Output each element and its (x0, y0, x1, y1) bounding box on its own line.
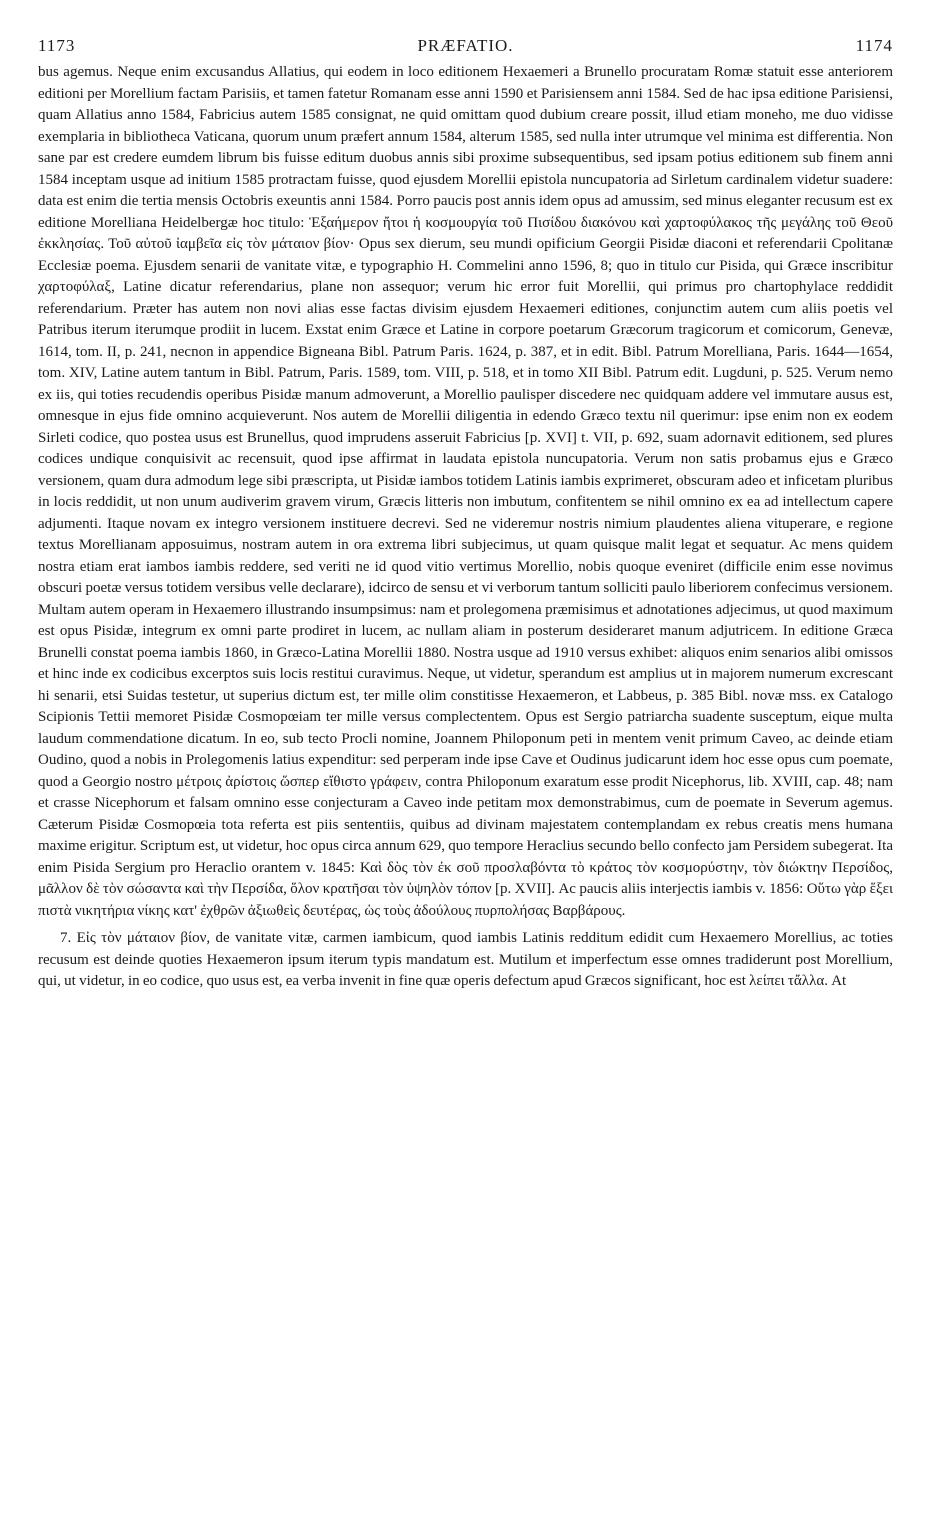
body-text (38, 62, 893, 993)
page-title: PRÆFATIO. (417, 36, 514, 55)
left-page-number: 1173 (38, 36, 76, 55)
running-head (38, 36, 893, 58)
paragraph-continued: bus agemus. Neque enim excusandus Allatius, qui eodem in loco editionem Hexaemeri a Brunello procuratam Romæ statuit esse anteriorem editioni per Morellium factam Parisiis, et tamen fatetur Romanam esse anni 1590 et Parisiensem anni 1584. Sed de hac ipsa editione Parisiensi, quam Allatius anno 1584, Fabricius autem 1585 consignat, ne quid omittam quod dubium creare possit, illud etiam moneho, me duo vidisse exemplaria in bibliotheca Vaticana, quorum unum præfert annum 1584, alterum 1585, sed nulla inter utrumque vel minima est differentia. Non sane par est credere eumdem librum bis fuisse editum duobus annis sibi proxime subsequentibus, sed ipsam potius editionem sub finem anni 1584 inceptam usque ad initium 1585 protractam fuisse, quod ejusdem Morellii epistola nuncupatoria ad Sirletum cardinalem videtur suadere: data est enim die tertia mensis Octobris exeuntis anni 1584. Porro paucis post annis idem opus ad amussim, sed minus eleganter recusum est ex editione Morelliana Heidelbergæ hoc titulo: Ἑξαήμερον ἤτοι ἡ κοσμουργία τοῦ Πισίδου διακόνου καὶ χαρτοφύλακος τῆς μεγάλης τοῦ Θεοῦ ἐκκλησίας. Τοῦ αὐτοῦ ἰαμβεῖα εἰς τὸν μάταιον βίον· Opus sex dierum, seu mundi opificium Georgii Pisidæ diaconi et referendarii Cpolitanæ Ecclesiæ poema. Ejusdem senarii de vanitate vitæ, e typographio H. Commelini anno 1596, 8; quo in titulo cur Pisida, qui Græce inscribitur χαρτοφύλαξ, Latine dicatur referendarius, plane non assequor; verum hic error fuit Morellii, qui primus pro chartophylace reddidit referendarium. Præter has autem non novi alias esse factas divisim ejusdem Hexaemeri editiones, conjunctim autem cum aliis poetis vel Patribus iterum iterumque prodiit in lucem. Exstat enim Græce et Latine in corpore poetarum Græcorum tragicorum et comicorum, Genevæ, 1614, tom. II, p. 241, necnon in appendice Bigneana Bibl. Patrum Paris. 1624, p. 387, et in edit. Bibl. Patrum Morelliana, Paris. 1644—1654, tom. XIV, Latine autem tantum in Bibl. Patrum, Paris. 1589, tom. VIII, p. 518, et in tomo XII Bibl. Patrum edit. Lugduni, p. 525. Verum nemo ex iis, qui toties recudendis operibus Pisidæ manum admoverunt, a Morellio paulisper discedere nec quidquam addere vel immutare ausus est, omnesque in ejus fide omnino acquieverunt. Nos autem de Morellii diligentia in edendo Græco textu nil querimur: ipse enim non ex eodem Sirleti codice, quo postea usus est Brunellus, quod imprudens asseruit Fabricius [p. XVI] t. VII, p. 692, suam adornavit editionem, sed plures codices undique conquisivit ac recensuit, quod ipse affirmat in laudata epistola nuncupatoria. Verum non satis probamus ejus e Græco versionem, quam dura admodum lege sibi præscripta, ut Pisidæ iambos totidem Latinis iambis exprimeret, obscuram adeo et inficetam pluribus in locis reddidit, ut non unum audiverim gravem virum, Græcis litteris non imbutum, confitentem se nihil omnino ex ea ad intellectum capere adjumenti. Itaque novam ex integro versionem instituere decrevi. Sed ne videremur nostris nimium plaudentes aliena vituperare, e regione textus Morellianam apposuimus, nostram autem in ora extrema libri subjecimus, ut quam quisque malit legat et sequatur. Ac mens quidem nostra etiam erat iambos iambis reddere, sed veriti ne id quod vitio vertimus Morellio, nobis quoque eveniret (difficile enim esse novimus obscuri poetæ versus totidem versibus velle declarare), idcirco de sensu et vi verborum tantum solliciti paulo liberiorem confecimus versionem. Multam autem operam in Hexaemero illustrando insumpsimus: nam et prolegomena præmisimus et adnotationes adjecimus, ut quod maximum est opus Pisidæ, integrum ex omni parte prodiret in lucem, ac nullam aliam in posterum desideraret manum adjutricem. In editione Græca Brunelli constat poema iambis 1860, in Græco-Latina Morellii 1880. Nostra usque ad 1910 versus exhibet: aliquos enim senarios alibi omissos et hinc inde ex codicibus excerptos suis locis restitui curavimus. Neque, ut videtur, sperandum est amplius ut in majorem numerum excrescant hi senarii, etsi Suidas testetur, ut superius dictum est, ter mille olim constitisse Hexaemeron, et Labbeus, p. 385 Bibl. novæ mss. ex Catalogo Scipionis Tettii memoret Pisidæ Cosmopœiam ter mille versus complectentem. Opus est Sergio patriarcha suadente susceptum, eique multa laudum commendatione dicatum. In eo, sub tecto Procli nomine, Joannem Philoponum peti in mentem venit primum Caveo, ac deinde etiam Oudino, quod a nobis in Prolegomenis latius expenditur: sed perperam inde ipse Cave et Oudinus judicarunt idem hoc esse opus cum poemate, quod a Georgio nostro μέτροις ἀρίστοις ὥσπερ εἴθιστο γράφειν, contra Philoponum exaratum esse prodit Nicephorus, lib. XVIII, cap. 48; nam et crasse Nicephorum et falsam omnino esse conjecturam a Caveo inde petitam mox demonstrabimus, cum de poemate in Severum agemus. Cæterum Pisidæ Cosmopœia tota referta est piis sententiis, quibus ad divinam majestatem contemplandam ex rebus creatis mens humana maxime erigitur. Scriptum est, ut videtur, hoc opus circa annum 629, quo tempore Heraclius secundo bello confecto jam Persidem subegerat. Ita enim Pisida Sergium pro Heraclio orantem v. 1845: Καὶ δὸς τὸν ἐκ σοῦ προσλαβόντα τὸ κράτος τὸν κοσμορύστην, τὸν διώκτην Περσίδος, μᾶλλον δὲ τὸν σώσαντα καὶ τὴν Περσίδα, ὅλον κρατῆσαι τὸν ὑψηλὸν τόπον [p. XVII]. Ac paucis aliis interjectis iambis v. 1856: Οὕτω γὰρ ἕξει πιστὰ νικητήρια νίκης κατ' ἐχθρῶν ἀξιωθεὶς δευτέρας, ὡς τοὺς ἀδούλους πυρπολήσας Βαρβάρους. (38, 64, 893, 919)
paragraph-section-7: 7. Εἰς τὸν μάταιον βίον, de vanitate vitæ, carmen iambicum, quod iambis Latinis redditum edidit cum Hexaemero Morellius, ac toties recusum est deinde quoties Hexaemeron ipsum iterum typis mandatum est. Mutilum et imperfectum esse omnes tradiderunt post Morellium, qui, ut videtur, in eo codice, quo usus est, ea verba invenit in fine quæ operis defectum apud Græcos significant, hoc est λείπει τἄλλα. At (38, 930, 893, 989)
right-page-number: 1174 (855, 36, 893, 55)
document-page (38, 36, 893, 993)
